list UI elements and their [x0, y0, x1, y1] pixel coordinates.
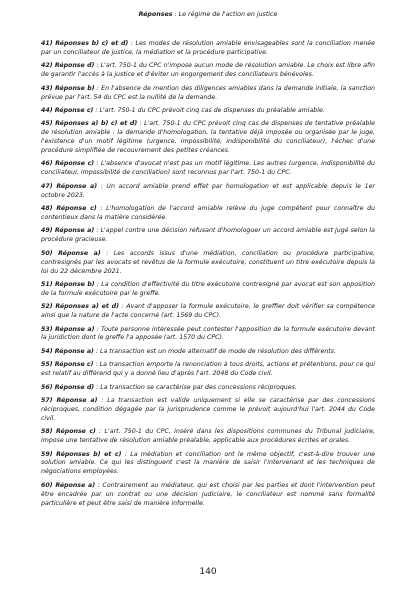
- answer-entry: [41, 227, 375, 245]
- answer-text: : La médiation et conciliation ont le même objectif, c'est-à-dire trouver une solution amiable. Ce qui les distinguent c'est la manière de saisir l'intervenant et les techniques de négociations employées.: [41, 450, 376, 476]
- answer-text: : L'appel contre une décision refusant d'homologuer un accord amiable est jugé selon la procédure gracieuse.: [41, 227, 375, 244]
- answer-text: : Toute personne intéressée peut contester l'apposition de la formule exécutoire devant la juridiction dont le greffe l'a apposée (art. 1570 du CPC).: [41, 325, 375, 342]
- answer-text: : La transaction est valide uniquement si elle se caractérise par des concessions réciproques, condition dégagée par la jurisprudence comme le prévoit aujourd'hui l'art. 2044 du Code civil.: [41, 397, 375, 422]
- answer-label: 42) Réponse d): [41, 62, 95, 70]
- answer-entry: [41, 40, 375, 58]
- answer-entry: [41, 397, 375, 424]
- answer-label: 47) Réponse a): [41, 182, 98, 190]
- header-title: Réponses: [138, 11, 173, 18]
- answer-label: 41) Réponses b) c) et d): [41, 40, 129, 47]
- answer-text: : L'absence d'avocat n'est pas un motif légitime. Les autres (urgence, indisponibilité du conciliateur, impossibilité de conciliation) sont reconnus par l'art. 750-1 du CPC.: [41, 160, 375, 177]
- answer-entry: [41, 348, 375, 357]
- answer-label: 52) Réponses a) et d): [41, 303, 119, 311]
- answer-label: 51) Réponse b): [41, 280, 95, 288]
- answer-label: 44) Réponse c): [41, 106, 94, 114]
- answer-entry: [41, 250, 375, 277]
- answer-entry: [41, 361, 375, 379]
- answer-label: 57) Réponse a): [41, 397, 98, 404]
- answer-label: 46) Réponse c): [41, 160, 95, 168]
- answer-text: : L'art. 750-1 du CPC, inséré dans les dispositions communes du Tribunal judiciaire, impose une tentative de résolution amiable préalable, applicable aux procédures écrites et orales.: [41, 428, 375, 445]
- answer-entry: [41, 281, 375, 299]
- answer-text: : Les modes de résolution amiable envisageables sont la conciliation menée par un conciliateur de justice, la médiation et la procédure participative.: [41, 40, 375, 56]
- answer-label: 56) Réponse d): [41, 383, 95, 391]
- answer-entry: [41, 107, 375, 116]
- answer-label: 45) Réponses a) b) c) et d): [41, 120, 138, 128]
- answer-entry: [41, 160, 375, 178]
- answer-text: : L'art. 750-1 du CPC prévoit cinq cas de dispenses de tentative préalable de résolution amiable : la demande d'homologation, la tentative déjà imposée ou organisée par le juge, l'existence d'un motif légitime (urgence, impossibilité, indisponibilité du conciliateur), l'échec d'une procédure simplifiée de recouvrement des petites créances.: [41, 120, 375, 155]
- answer-text: : L'art. 750-1 du CPC prévoit cinq cas de dispenses du préalable amiable.: [93, 106, 325, 114]
- answer-text: : Les accords issus d'une médiation, conciliation ou procédure participative, contresignés par les avocats et revêtus de la formule exécutoire, constituent un titre exécutoire depuis la loi du 22 décembre 2021.: [41, 249, 375, 275]
- answer-text: : Contrairement au médiateur, qui est choisi par les parties et dont l'intervention peut être encadrée par un contrat ou une décision judiciaire, le conciliateur est nommé sans formalité particulière et peut être saisi de manière informelle.: [41, 481, 375, 507]
- answer-label: 59) Réponses b) et c): [41, 450, 122, 458]
- answer-text: : Avant d'apposer la formule exécutoire, le greffier doit vérifier sa compétence ainsi que la nature de l'acte concerné (art. 1569 du CPC).: [41, 303, 375, 320]
- answer-text: : La transaction se caractérise par des concessions réciproques.: [94, 383, 297, 391]
- answer-label: 55) Réponse c): [41, 361, 94, 369]
- answer-label: 43) Réponse b): [41, 84, 95, 92]
- answer-entry: [41, 62, 375, 80]
- answer-text: : L'homologation de l'accord amiable relève du juge compétent pour connaître du contentieux dans la matière considérée.: [41, 205, 376, 221]
- answer-label: 53) Réponse a): [41, 325, 95, 333]
- answer-text: : La transaction est un mode alternatif de mode de résolution des différents.: [93, 347, 336, 355]
- answer-text: : L'art. 750-1 du CPC n'impose aucun mode de résolution amiable. Le choix est libre afin de garantir l'accès à la justice et d'éviter un engorgement des conciliateurs bénévoles.: [41, 62, 375, 79]
- answer-text: : La transaction emporte la renonciation à tous droits, actions et prétentions, pour ce qui est relatif au différend qui y a donné lieu d'après l'art. 2048 du Code civil.: [41, 361, 376, 378]
- header-subtitle: : Le régime de l'action en justice: [172, 11, 278, 18]
- answer-label: 49) Réponse a): [41, 227, 95, 235]
- answer-label: 50) Réponse a): [41, 249, 101, 257]
- answer-text: : En l'absence de mention des diligences amiables dans la demande initiale, la sanction prévue par l'art. 54 du CPC est la nullité de la demande.: [41, 84, 375, 101]
- answer-text: : Un accord amiable prend effet par homologation et est applicable depuis le 1er octobre 2023.: [41, 182, 375, 199]
- answer-label: 60) Réponse a): [41, 481, 96, 489]
- answer-label: 58) Réponse c): [41, 428, 96, 436]
- answer-entry: [41, 326, 375, 344]
- answer-entry: [41, 384, 375, 393]
- answer-entry: [41, 451, 375, 478]
- answer-label: 54) Réponse a): [41, 347, 94, 355]
- answer-entry: [41, 205, 375, 223]
- answer-entry: [41, 428, 375, 446]
- answer-text: : La condition d'effectivité du titre exécutoire contresigné par avocat est son apposition de la formule exécutoire par le greffe.: [41, 280, 376, 297]
- answer-label: 48) Réponse c): [41, 205, 97, 213]
- answers-list: [41, 40, 375, 513]
- answer-entry: [41, 183, 375, 201]
- answer-entry: [41, 303, 375, 321]
- answer-entry: [41, 120, 375, 156]
- page-number: 140: [199, 567, 217, 577]
- answer-entry: [41, 482, 375, 509]
- running-header: [0, 11, 416, 18]
- answer-entry: [41, 85, 375, 103]
